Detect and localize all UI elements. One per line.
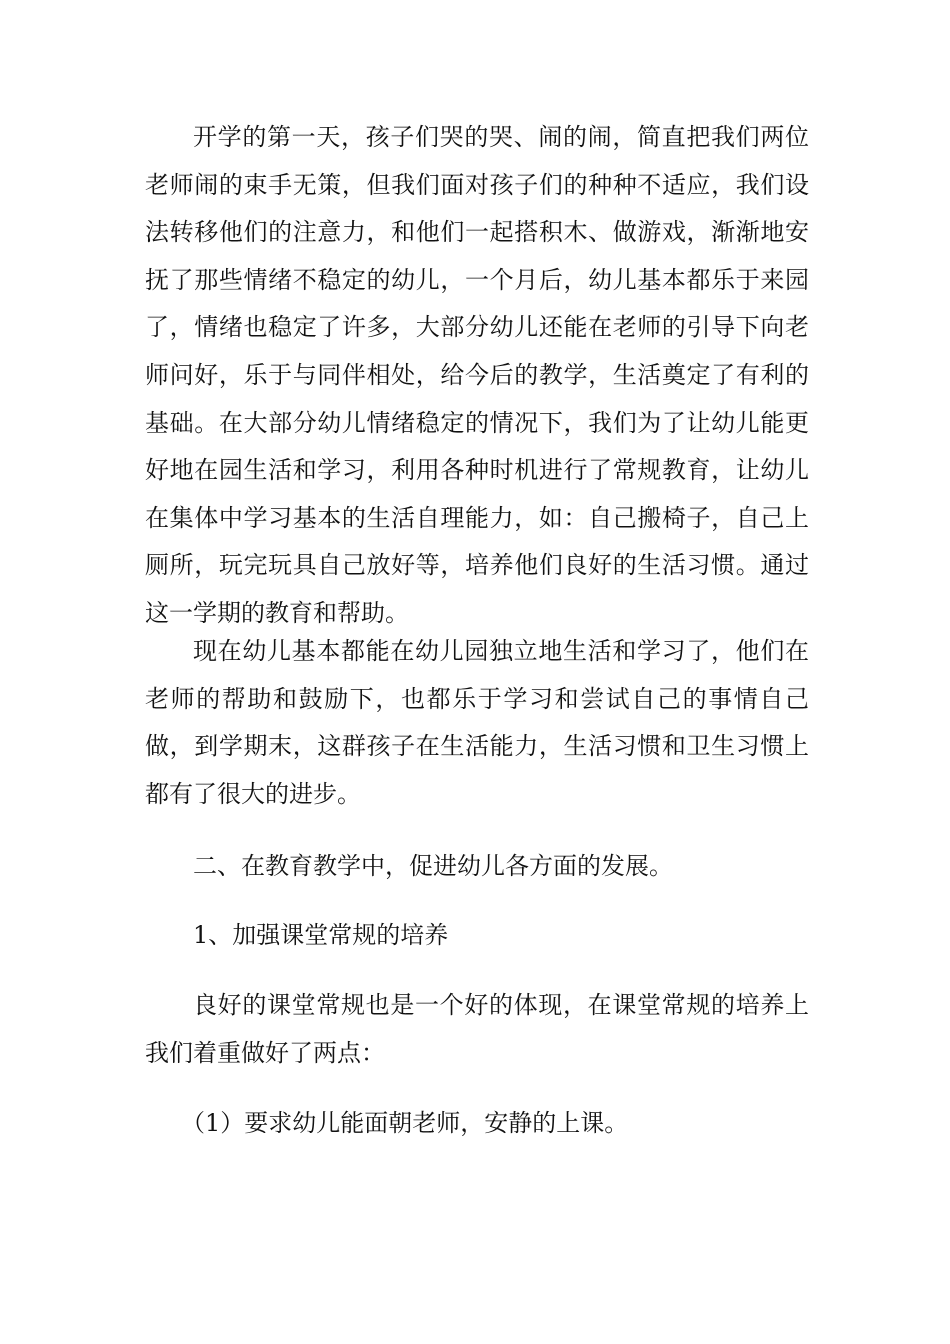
list-item-1 — [145, 1100, 809, 1148]
subheading-1 — [145, 912, 809, 960]
heading-text: 二、在教育教学中，促进幼儿各方面的发展。 — [193, 852, 673, 880]
paragraph-first-day — [145, 114, 809, 638]
paragraph-text: 开学的第一天，孩子们哭的哭、闹的闹，简直把我们两位老师闹的束手无策，但我们面对孩子们的种种不适应，我们设法转移他们的注意力，和他们一起搭积木、做游戏，渐渐地安抚了那些情绪不稳定的幼儿，一个月后，幼儿基本都乐于来园了，情绪也稳定了许多，大部分幼儿还能在老师的引导下向老师问好，乐于与同伴相处，给今后的教学，生活奠定了有利的基础。在大部分幼儿情绪稳定的情况下，我们为了让幼儿能更好地在园生活和学习，利用各种时机进行了常规教育，让幼儿在集体中学习基本的生活自理能力，如：自己搬椅子，自己上厕所，玩完玩具自己放好等，培养他们良好的生活习惯。通过这一学期的教育和帮助。 — [145, 123, 809, 627]
paragraph-classroom-routine — [145, 982, 809, 1077]
subheading-text: 1、加强课堂常规的培养 — [193, 921, 449, 949]
list-item-text: （1）要求幼儿能面朝老师，安静的上课。 — [181, 1109, 629, 1137]
paragraph-progress — [145, 628, 809, 818]
paragraph-text: 良好的课堂常规也是一个好的体现，在课堂常规的培养上我们着重做好了两点： — [145, 991, 809, 1067]
section-heading-2 — [145, 843, 809, 891]
paragraph-text: 现在幼儿基本都能在幼儿园独立地生活和学习了，他们在老师的帮助和鼓励下，也都乐于学习和尝试自己的事情自己做，到学期末，这群孩子在生活能力，生活习惯和卫生习惯上都有了很大的进步。 — [145, 637, 809, 808]
